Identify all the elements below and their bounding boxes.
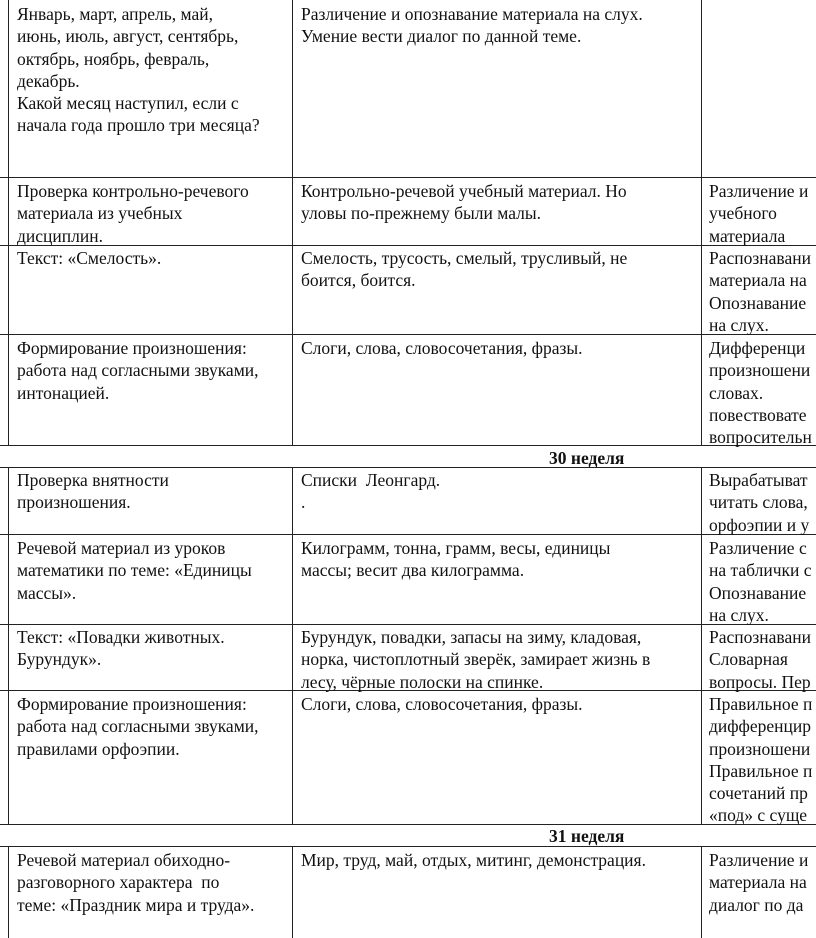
material-cell: Списки Леонгард. .	[301, 470, 441, 513]
activity-cell: Различение и материала на диалог по да	[709, 850, 809, 915]
activity-cell: Различение и учебного материала	[709, 181, 809, 246]
activity-cell: Правильное п дифференцир произношени Правильное п сочетаний пр «под» с суще	[709, 694, 813, 826]
material-cell: Килограмм, тонна, грамм, весы, единицы массы; весит два килограмма.	[301, 538, 611, 581]
material-cell: Слоги, слова, словосочетания, фразы.	[301, 338, 583, 358]
material-cell: Контрольно-речевой учебный материал. Но уловы по-прежнему были малы.	[301, 181, 627, 224]
row-divider	[0, 467, 816, 468]
topic-cell: Январь, март, апрель, май, июнь, июль, август, сентябрь, октябрь, ноябрь, февраль, декабрь. Какой месяц наступил, если с начала года прошло три месяца?	[17, 4, 260, 136]
activity-cell: Вырабатыват читать слова, орфоэпии и у	[709, 470, 810, 535]
column-divider	[292, 467, 293, 824]
topic-cell: Речевой материал обиходно- разговорного характера по теме: «Праздник мира и труда».	[17, 850, 255, 915]
topic-cell: Проверка внятности произношения.	[17, 470, 169, 513]
topic-cell: Текст: «Смелость».	[17, 248, 162, 268]
row-divider	[0, 624, 816, 625]
topic-cell: Формирование произношения: работа над согласными звуками, правилами орфоэпии.	[17, 694, 259, 759]
column-divider	[292, 846, 293, 938]
row-divider	[0, 846, 816, 847]
column-divider	[8, 467, 9, 824]
topic-cell: Речевой материал из уроков математики по теме: «Единицы массы».	[17, 538, 252, 603]
activity-cell: Дифференци произношени словах. повествовате вопросительн	[709, 338, 812, 448]
topic-cell: Текст: «Повадки животных. Бурундук».	[17, 627, 225, 670]
column-divider	[8, 0, 9, 445]
column-divider	[701, 467, 702, 824]
material-cell: Различение и опознавание материала на слух. Умение вести диалог по данной теме.	[301, 4, 643, 47]
row-divider	[0, 534, 816, 535]
material-cell: Слоги, слова, словосочетания, фразы.	[301, 694, 583, 714]
topic-cell: Проверка контрольно-речевого материала из учебных дисциплин.	[17, 181, 249, 246]
row-divider	[0, 177, 816, 178]
column-divider	[8, 846, 9, 938]
row-divider	[0, 334, 816, 335]
activity-cell: Различение с на таблички с Опознавание на слух.	[709, 538, 812, 625]
material-cell: Бурундук, повадки, запасы на зиму, кладовая, норка, чистоплотный зверёк, замирает жизнь в лесу, чёрные полоски на спинке.	[301, 627, 651, 692]
week-heading: 30 неделя	[549, 448, 625, 468]
activity-cell: Распознавани Словарная вопросы. Пер	[709, 627, 811, 692]
material-cell: Мир, труд, май, отдых, митинг, демонстрация.	[301, 850, 646, 870]
week-heading: 31 неделя	[549, 826, 625, 846]
topic-cell: Формирование произношения: работа над согласными звуками, интонацией.	[17, 338, 259, 403]
column-divider	[292, 0, 293, 445]
row-divider	[0, 824, 816, 825]
column-divider	[701, 0, 702, 445]
row-divider	[0, 445, 816, 446]
activity-cell: Распознавани материала на Опознавание на слух.	[709, 248, 811, 335]
column-divider	[701, 846, 702, 938]
material-cell: Смелость, трусость, смелый, трусливый, не боится, боится.	[301, 248, 628, 291]
